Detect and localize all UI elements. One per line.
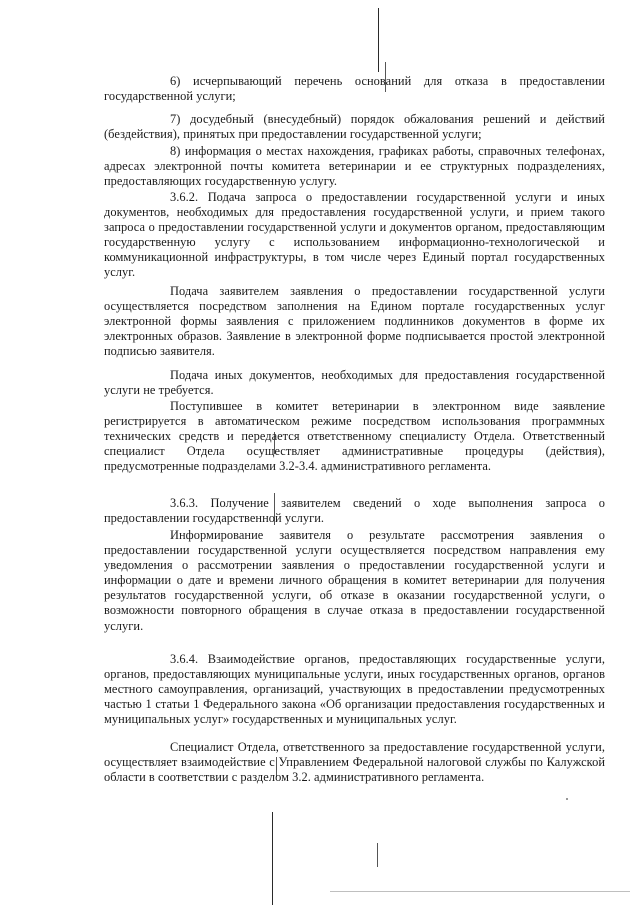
scan-artifact-line-bottom-1 [272, 812, 273, 905]
scan-artifact-bottom-rule [330, 891, 630, 892]
paragraph-3-6-4: 3.6.4. Взаимодействие органов, предоставляющих государственные услуги, органов, предоставляющих муниципальные услуги, иных государственных органов, органов местного самоуправления, организаций, участвующих в предоставлении предусмотренных частью 1 статьи 1 Федерального закона «Об организации предоставления государственных и муниципальных услуг» государственных и муниципальных услуг. [104, 652, 605, 727]
paragraph-item-8: 8) информация о местах нахождения, графиках работы, справочных телефонах, адресах электронной почты комитета ветеринарии и ее структурных подразделениях, предоставляющих государственную услугу. [104, 144, 605, 189]
paragraph-other-documents: Подача иных документов, необходимых для предоставления государственной услуги не требуется. [104, 368, 605, 398]
scan-artifact-speck [566, 798, 568, 800]
scan-artifact-line-top [378, 8, 379, 72]
paragraph-3-6-2: 3.6.2. Подача запроса о предоставлении государственной услуги и иных документов, необходимых для предоставления государственной услуги, и прием такого запроса о предоставлении государственной услуги и документов органом, предоставляющим государственную услугу с использованием информационно-технологической и коммуникационной инфраструктуры, в том числе через Единый портал государственных услуг. [104, 190, 605, 280]
paragraph-application-submission: Подача заявителем заявления о предоставлении государственной услуги осуществляется посредством заполнения на Едином портале государственных услуг электронной формы заявления с приложением подлинников документов в форме их электронных образов. Заявление в электронной форме подписывается простой электронной подписью заявителя. [104, 284, 605, 359]
scan-artifact-line-bottom-2 [377, 843, 378, 867]
paragraph-item-6: 6) исчерпывающий перечень оснований для отказа в предоставлении государственной услуги; [104, 74, 605, 104]
paragraph-3-6-3: 3.6.3. Получение заявителем сведений о ходе выполнения запроса о предоставлении государственной услуги. [104, 496, 605, 526]
paragraph-item-7: 7) досудебный (внесудебный) порядок обжалования решений и действий (бездействия), принятых при предоставлении государственной услуги; [104, 112, 605, 142]
paragraph-informing: Информирование заявителя о результате рассмотрения заявления о предоставлении государственной услуги осуществляется посредством направления ему уведомления о рассмотрении заявления о предоставлении государственной услуги и информации о дате и времени личного обращения в комитет ветеринарии для получения результатов государственной услуги, об отказе в оказании государственной услуги, о возможности повторного обращения в случае отказа в предоставлении государственной услуги. [104, 528, 605, 633]
paragraph-registration: Поступившее в комитет ветеринарии в электронном виде заявление регистрируется в автоматическом режиме посредством использования программных технических средств и передается ответственному специалисту Отдела. Ответственный специалист Отдела осуществляет административные процедуры (действия), предусмотренные подразделами 3.2-3.4. административного регламента. [104, 399, 605, 474]
paragraph-specialist-interaction: Специалист Отдела, ответственного за предоставление государственной услуги, осуществляет взаимодействие с Управлением Федеральной налоговой службы по Калужской области в соответствии с разделом 3.2. административного регламента. [104, 740, 605, 785]
